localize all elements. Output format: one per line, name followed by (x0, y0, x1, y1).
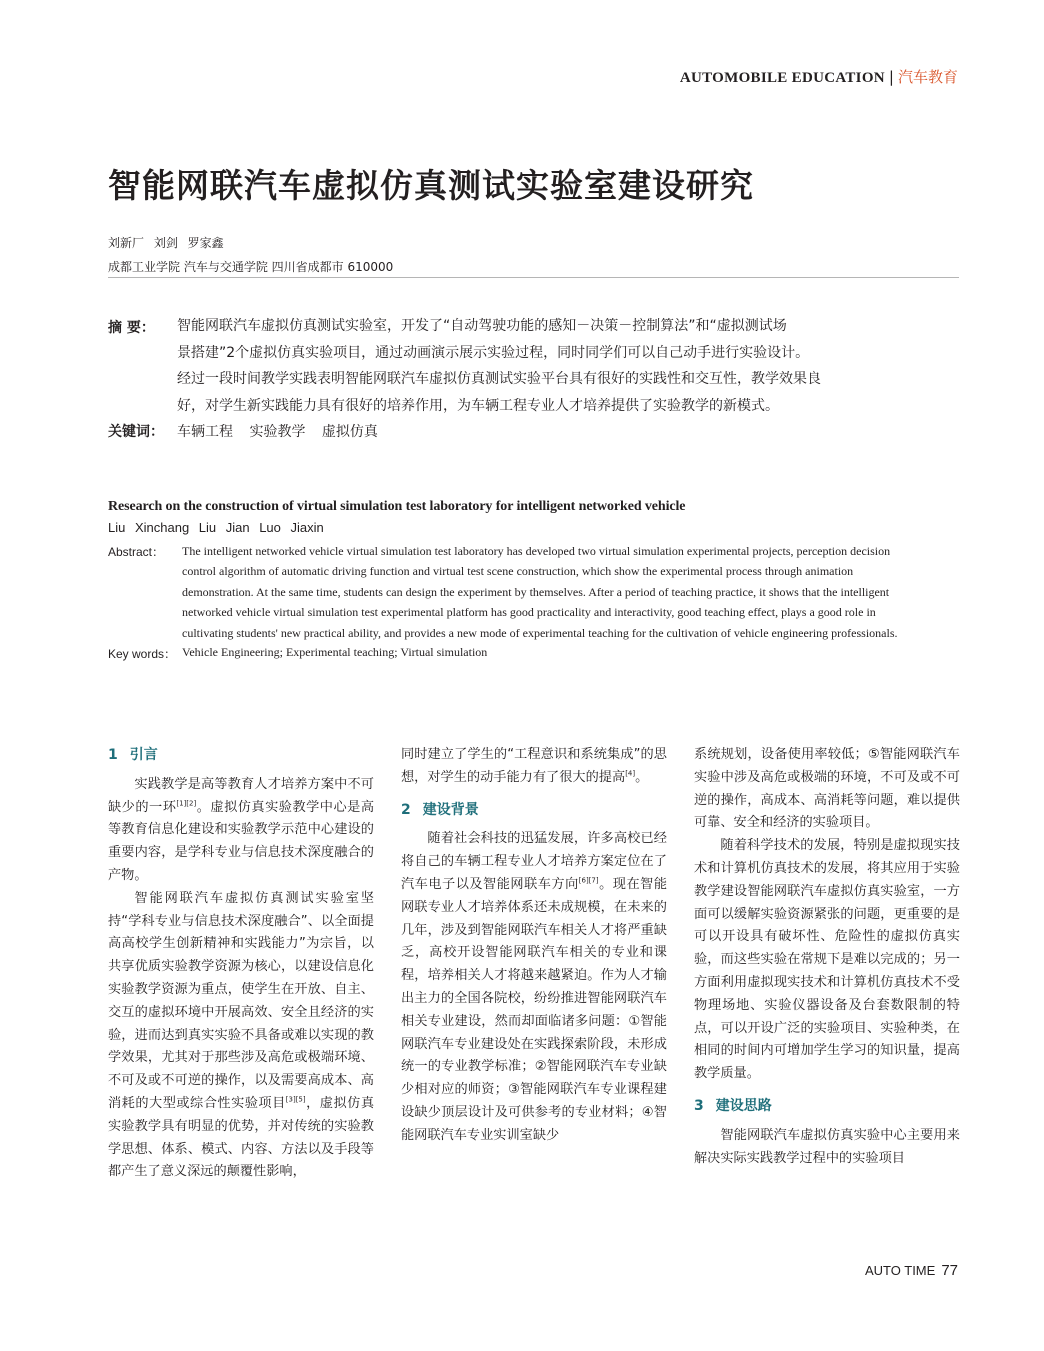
section-number: 2 (401, 801, 411, 818)
journal-name-cn: 汽车教育 (897, 68, 958, 86)
text-run: 同时建立了学生的“工程意识和系统集成”的思想，对学生的动手能力有了很大的提高 (401, 747, 667, 785)
page-footer (865, 1262, 958, 1279)
abstract-line: 经过一段时间教学实践表明智能网联汽车虚拟仿真测试实验平台具有很好的实践性和交互性，教学效果良 (177, 371, 821, 387)
page-number: 77 (941, 1262, 958, 1279)
english-abstract (182, 541, 959, 643)
abstract-line: 好，对学生新实践能力具有很好的培养作用，为车辆工程专业人才培养提供了实验教学的新模式。 (177, 397, 779, 414)
section-number: 3 (694, 1097, 704, 1114)
paragraph: 智能网联汽车虚拟仿真实验中心主要用来解决实际实践教学过程中的实验项目 (694, 1127, 960, 1166)
paragraph (108, 774, 374, 888)
text-run: 。虚拟仿真实验教学中心是高等教育信息化建设和实验教学示范中心建设的重要内容，是学科专业与信息技术深度融合的产物。 (108, 799, 375, 883)
body-column-1 (108, 744, 374, 1184)
section-heading (694, 1095, 960, 1118)
english-title: Research on the construction of virtual simulation test laboratory for intelligent networked vehicle (108, 499, 686, 514)
keywords-label: 关键词： (108, 424, 164, 440)
english-abstract-line: control algorithm of automatic driving function and virtual test scene construction, which show the experimental process through animation (182, 564, 854, 579)
abstract-line: 智能网联汽车虚拟仿真测试实验室，开发了“自动驾驶功能的感知－决策－控制算法”和“虚拟测试场 (177, 318, 787, 334)
english-abstract-line: The intelligent networked vehicle virtual simulation test laboratory has developed two virtual simulation experimental projects, perception decision (182, 544, 891, 558)
paragraph (401, 828, 667, 1147)
running-header (680, 66, 958, 87)
section-number: 1 (108, 747, 118, 763)
header-separator: | (888, 68, 894, 86)
text-run: 。现在智能网联专业人才培养体系还未成规模，在未来的几年，涉及到智能网联汽车相关人才将严重缺乏，高校开设智能网联汽车相关的专业和课程，培养相关人才将越来越紧迫。作为人才输出主力的全国各院校，纷纷推进智能网联汽车相关专业建设，然而却面临诸多问题：①智能网联汽车专业建设处在实践探索阶段，未形成统一的专业教学标准；②智能网联汽车专业缺少相对应的师资；③智能网联汽车专业课程建设缺少顶层设计及可供参考的专业材料；④智能网联汽车专业实训室缺少 (401, 876, 668, 1143)
citation: [4] (625, 769, 636, 778)
text-run: 实践教学是高等教育人才培养方案中不可缺少的一环 (108, 776, 374, 815)
citation: [6][7] (578, 876, 599, 885)
section-heading (401, 799, 667, 822)
citation: [1][2] (176, 799, 197, 808)
english-keywords: Vehicle Engineering; Experimental teaching; Virtual simulation (182, 645, 488, 659)
journal-name-en: AUTOMOBILE EDUCATION (679, 70, 885, 86)
section-heading (108, 744, 374, 767)
english-keywords-label: Key words： (108, 647, 177, 661)
english-abstract-label: Abstract： (108, 545, 165, 559)
body-column-2 (401, 744, 667, 1148)
paper-title: 智能网联汽车虚拟仿真测试实验室建设研究 (108, 166, 754, 205)
paragraph: 系统规划，设备使用率较低；⑤智能网联汽车实验中涉及高危或极端的环境，不可及或不可逆的操作，高成本、高消耗等问题，难以提供可靠、安全和经济的实验项目。 (694, 747, 960, 831)
abstract-line: 景搭建”2个虚拟仿真实验项目，通过动画演示展示实验过程，同时同学们可以自己动手进行实验设计。 (177, 344, 810, 361)
text-run: 随着社会科技的迅猛发展，许多高校已经将自己的车辆工程专业人才培养方案定位在了汽车电子以及智能网联车方向 (401, 831, 667, 892)
english-abstract-line: networked vehicle virtual simulation test experimental platform has good practicality and interactivity, good teaching effect, plays a good role in (182, 605, 876, 620)
body-column-3 (694, 744, 960, 1170)
title-divider (108, 277, 959, 278)
text-run: ，虚拟仿真实验教学具有明显的优势，并对传统的实验教学思想、体系、模式、内容、方法以及手段等都产生了意义深远的颠覆性影响， (108, 1095, 375, 1180)
abstract-label: 摘 要： (108, 320, 155, 336)
citation: [3][5] (285, 1095, 306, 1104)
affiliation: 成都工业学院 汽车与交通学院 四川省成都市 610000 (108, 260, 394, 274)
authors: 刘新厂 刘剑 罗家鑫 (108, 236, 224, 250)
footer-label: AUTO TIME (865, 1263, 936, 1278)
paragraph (108, 888, 374, 1184)
section-title: 建设思路 (715, 1097, 772, 1114)
english-abstract-line: cultivating students' new practical ability, and provides a new mode of experimental teaching for the cultivation of vehicle engineering professionals. (182, 625, 898, 640)
english-abstract-line: demonstration. At the same time, students can design the experiment by themselves. After a period of teaching practice, it shows that the intelligent (182, 584, 890, 599)
english-authors: Liu Xinchang Liu Jian Luo Jiaxin (108, 520, 324, 535)
abstract-cn (177, 313, 959, 419)
section-title: 引言 (129, 747, 158, 763)
text-run: 。 (635, 769, 649, 785)
paragraph (401, 744, 667, 790)
paragraph: 随着科学技术的发展，特别是虚拟现实技术和计算机仿真技术的发展，将其应用于实验教学建设智能网联汽车虚拟仿真实验室，一方面可以缓解实验资源紧张的问题，更重要的是可以开设具有破坏性、危险性的虚拟仿真实验，而这些实验在常规下是难以完成的；另一方面利用虚拟现实技术和计算机仿真技术不受物理场地、实验仪器设备及台套数限制的特点，可以开设广泛的实验项目、实验种类，在相同的时间内可增加学生学习的知识量，提高教学质量。 (694, 838, 960, 1082)
text-run: 智能网联汽车虚拟仿真测试实验室坚持“学科专业与信息技术深度融合”、以全面提高高校学生创新精神和实践能力”为宗旨，以共享优质实验教学资源为核心，以建设信息化实验教学资源为重点，使学生在开放、自主、交互的虚拟环境中开展高效、安全且经济的实验，进而达到真实实验不具备或难以实现的教学效果，尤其对于那些涉及高危或极端环境、不可及或不可逆的操作，以及需要高成本、高消耗的大型或综合性实验项目 (108, 890, 374, 1111)
keywords-cn: 车辆工程 实验教学 虚拟仿真 (177, 424, 378, 440)
section-title: 建设背景 (422, 801, 479, 818)
